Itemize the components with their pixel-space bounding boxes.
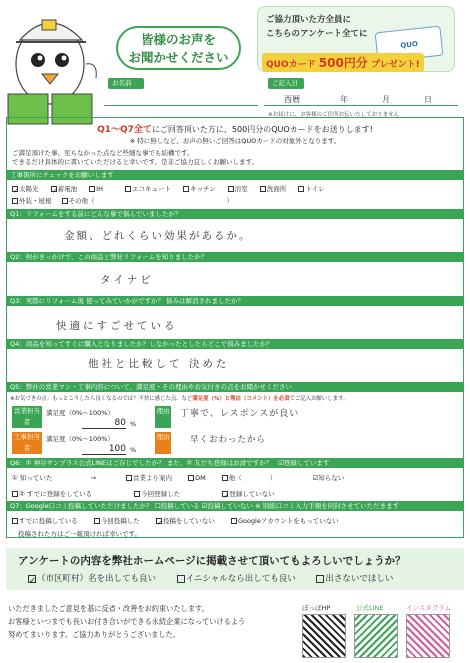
promo-badge <box>262 53 424 72</box>
intro-sub: ※ 特に無しなど、お声の無いご回答はQUOカードの対象外となります。 <box>129 137 341 145</box>
publish-options <box>28 572 393 584</box>
name-label: お名前 <box>108 78 144 89</box>
work-opt: 洗面所 <box>266 185 287 193</box>
q7-row <box>12 516 468 525</box>
works-row-2 <box>12 196 468 205</box>
check-other-source[interactable] <box>222 475 228 481</box>
q5-question: Q5：弊社の営業マン・工事内容について、満足度・その理由やお気付きの点をお聞かせください <box>7 382 463 392</box>
q6-opt: DM <box>195 474 206 482</box>
work-reason[interactable]: 早くおわったから <box>190 435 266 445</box>
check-registered-now[interactable] <box>134 491 140 497</box>
work-opt: トイレ <box>305 185 325 193</box>
badge-amount: 500円分 <box>318 56 368 70</box>
work-sat-label: 満足度（0%〜100%） <box>46 435 114 443</box>
check-kitchen[interactable] <box>183 186 189 192</box>
qr2-label: 公式LINE <box>356 604 384 612</box>
publish-question: アンケートの内容を弊社ホームページに掲載させて頂いてもよろしいでしょうか？ <box>18 555 406 567</box>
work-opt: ） <box>226 197 234 205</box>
work-opt: 外装・屋根 <box>19 197 52 205</box>
q4-answer[interactable]: 他社と比較して 決めた <box>88 358 230 370</box>
date-seireki: 西暦 <box>284 95 300 104</box>
qr-code-instagram[interactable] <box>406 614 450 658</box>
footer-text <box>8 602 245 641</box>
work-reason-label: 理由 <box>155 432 171 454</box>
intro-p1: ご満足頂けた事、至らなかった点など些細な事でも結構です。 <box>12 149 194 157</box>
check-dm[interactable] <box>188 475 194 481</box>
q1-question: Q1：リフォームをする前にどんな事で悩んでいましたか？ <box>7 209 463 219</box>
q7-o1-label: 投稿している <box>160 502 200 510</box>
qr-code-hp[interactable] <box>302 614 346 658</box>
q6-opt: ② すでに登録をしている <box>19 490 93 498</box>
publish-opt: 出さないでほしい <box>325 574 394 584</box>
q6-opt: 他（ <box>228 474 242 482</box>
works-row-1 <box>12 184 468 193</box>
date-field[interactable] <box>264 82 458 106</box>
qr-code-line[interactable] <box>354 614 398 658</box>
publish-opt: イニシャルなら出しても良い <box>185 574 296 584</box>
work-pct-value[interactable]: 100 <box>82 444 126 455</box>
q7-o1: ☐投稿している <box>154 502 200 510</box>
q7-opt: 今回投稿した <box>100 517 140 525</box>
intro-p2: できるだけ具体的に書いていただけると幸いです。是非ご協力宜しくお願いします。 <box>12 158 258 166</box>
work-opt: 浴室 <box>234 185 248 193</box>
publish-box <box>6 548 464 590</box>
q6-text: Q6：① 神谷サンプラス公式LINEはご存じでしたか？ また、② 友だち登録はお済ですか？ <box>10 459 273 467</box>
sales-sat-label: 満足度（0%〜100%） <box>46 409 114 417</box>
name-field[interactable] <box>104 82 258 106</box>
check-bath[interactable] <box>228 186 234 192</box>
check-not-registered[interactable]: ✓ <box>223 492 229 500</box>
title-line-2: お聞かせください <box>128 50 229 65</box>
qr1-label: ぽっぽHP <box>302 604 331 612</box>
q5-note <box>10 394 466 402</box>
publish-opt: （市区町村）名を出しても良い <box>37 574 157 584</box>
date-label: ご記入日 <box>268 78 304 89</box>
check-exterior[interactable] <box>12 198 18 204</box>
check-already-registered[interactable] <box>12 491 18 497</box>
works-heading: 工事箇所にチェックをお願いします <box>7 170 463 180</box>
header-title <box>116 26 241 70</box>
footer-line-1: いただきましたご意見を基に反省・改善をお約束いたします。 <box>8 604 209 613</box>
q6-arrow: → <box>90 474 96 482</box>
q6-row-1 <box>12 473 468 482</box>
privacy-note: ※お届けに、お客様のご住所お伝いたしておりません <box>268 112 400 118</box>
check-ih[interactable] <box>89 186 95 192</box>
check-not-posted[interactable]: ✓ <box>156 519 163 527</box>
check-posted-now[interactable] <box>94 518 100 524</box>
q1-answer[interactable]: 金額、どれくらい効果があるか。 <box>64 230 252 242</box>
promo-line-1: ご協力頂いた方全員に <box>266 15 352 25</box>
title-line-1: 皆様のお声を <box>140 32 216 47</box>
q7-opt: すでに投稿している <box>19 517 78 525</box>
q3-answer[interactable]: 快適にすごせている <box>56 320 178 332</box>
quo-card-icon: QUO <box>375 26 444 63</box>
date-day: 日 <box>424 95 432 104</box>
q6-opt: 今回登録した <box>141 490 181 498</box>
check-solar[interactable]: ✓ <box>13 187 19 195</box>
q4-question: Q4：商品を知ってすぐに購入となりましたか？しなかったとしたらどこで悩みましたか？ <box>7 339 463 349</box>
intro-highlight: Q1〜Q7全て <box>97 125 152 135</box>
check-city[interactable]: ✓ <box>29 575 37 586</box>
intro-heading <box>7 122 463 135</box>
q7-opt: 投稿をしていない <box>162 517 215 525</box>
check-no-google[interactable] <box>231 518 237 524</box>
q6-opt: ① 知っていた <box>12 474 53 482</box>
q7-question <box>7 501 463 511</box>
promo-line-2: こちらのアンケート全てに <box>266 29 368 39</box>
work-pct-unit: % <box>130 446 137 454</box>
check-posted[interactable] <box>12 518 18 524</box>
work-opt: 蓄電池 <box>57 185 78 193</box>
footer-line-3: 努めてまいります。ご協力ありがとうございました。 <box>8 630 180 639</box>
check-none[interactable] <box>316 575 324 583</box>
q6-opt: 営業より案内 <box>133 474 173 482</box>
qr3-label: インスタグラム <box>406 604 452 612</box>
q5-note-pre: ※お気づきの点：もっとこうしたら良くなるのでは？不快に感じた点、など <box>10 396 193 402</box>
check-washroom[interactable] <box>260 186 266 192</box>
check-other[interactable] <box>62 198 68 204</box>
q2-answer[interactable]: タイナビ <box>100 274 154 286</box>
work-label: 工事担当者 <box>14 433 40 452</box>
quo-promo-box <box>257 6 455 72</box>
q5-note-post: でご記入お願いします。 <box>289 396 349 402</box>
q6-question <box>7 458 463 468</box>
q2-question: Q2：何がきっかけで、この商品と弊社リフォームを知りましたか？ <box>7 252 463 262</box>
work-opt: その他（ <box>68 197 95 205</box>
check-toilet[interactable] <box>298 186 304 192</box>
sales-pct-value[interactable]: 80 <box>82 418 126 429</box>
work-opt: 太陽光 <box>19 185 39 193</box>
q6-opt: 登録していない <box>229 490 275 498</box>
q6-unknown-label: 知らない <box>318 474 345 482</box>
footer-line-2: お客様といつまでも長いお付き合いができる永続企業になっていけるよう <box>8 617 246 626</box>
date-month: 月 <box>382 95 390 104</box>
sales-label: 営業担当者 <box>14 407 40 426</box>
check-ecocute[interactable] <box>125 186 131 192</box>
badge-pre: QUOカード <box>266 60 316 70</box>
work-opt: エコキュート <box>132 185 172 193</box>
q7-thanks: 投稿された方はご一報頂ければ幸いです。 <box>18 530 141 538</box>
q7-o2-label: 投稿していない <box>207 502 253 510</box>
q7-note: ※ 別紙口コミ入力手順を同封させていただきます <box>255 502 400 510</box>
sales-pct-unit: % <box>130 420 137 428</box>
check-battery[interactable]: ✓ <box>51 187 58 195</box>
q7-opt: Googleアカウントをもっていない <box>237 517 339 525</box>
sales-reason[interactable]: 丁寧で、レスポンスが良い <box>180 409 300 419</box>
q7-o2: ☑投稿していない <box>201 502 253 510</box>
check-sales-guide[interactable] <box>126 475 132 481</box>
q3-question: Q3：実際にリフォーム後 使ってみていかがですか？ 悩みは解消されましたか？ <box>7 296 463 306</box>
sales-reason-label: 理由 <box>155 406 171 428</box>
mascot-illustration <box>2 2 100 130</box>
q6-row-2 <box>12 489 468 498</box>
q5-note-highlight: 満足度（%）と理由（コメント）を必須 <box>192 396 290 402</box>
q6-registered: ☑登録しています <box>278 459 330 467</box>
q6-unknown: ☑知らない <box>312 474 345 482</box>
check-initial[interactable] <box>177 575 185 583</box>
q6-opt: ） <box>269 474 277 482</box>
q7-text: Q7：Google口コミ投稿していただけましたか？ <box>10 502 153 510</box>
badge-post: プレゼント! <box>370 60 420 70</box>
date-year: 年 <box>340 95 348 104</box>
q6-registered-label: 登録しています <box>283 459 330 467</box>
work-opt: IH <box>96 185 103 193</box>
intro-rest: にご回答頂いた方に、500円分のQUOカードをお送りします! <box>151 125 373 134</box>
work-opt: キッチン <box>190 185 216 193</box>
